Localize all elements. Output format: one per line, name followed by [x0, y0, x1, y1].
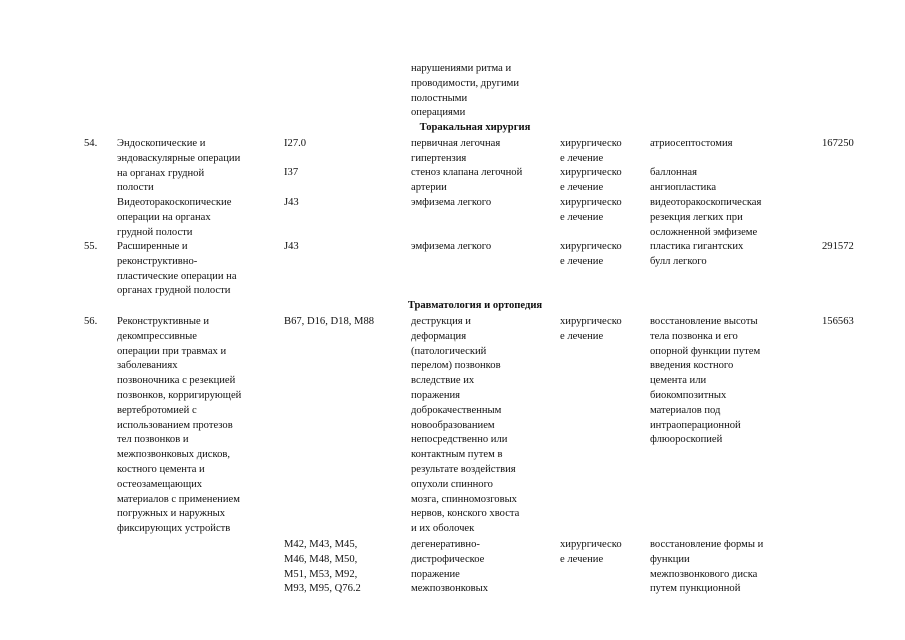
text-line: хирургическо: [560, 138, 622, 149]
text-line: новообразованием: [411, 419, 495, 431]
row-56-method-0: [650, 315, 760, 448]
text-line: хирургическо: [560, 539, 622, 550]
text-line: эмфизема легкого: [411, 241, 492, 252]
text-line: I37: [284, 167, 299, 178]
text-line: первичная легочная: [411, 138, 501, 149]
text-line: использованием протезов: [117, 419, 233, 431]
text-line: Эндоскопические и: [117, 138, 206, 149]
text-line: M51, M53, M92,: [284, 568, 358, 580]
text-line: цемента или: [650, 375, 707, 387]
section-heading-trauma: Травматология и ортопедия: [407, 300, 543, 311]
text-line: позвонков, корригирующей: [117, 389, 242, 401]
text-line: осложненной эмфиземе: [650, 226, 758, 238]
text-line: артерии: [411, 181, 447, 193]
text-line: деформация: [411, 330, 467, 342]
text-line: (патологический: [411, 345, 487, 357]
text-line: M93, M95, Q76.2: [284, 583, 361, 595]
row-55-name: [117, 240, 237, 299]
row-56-treatment-0: [560, 315, 622, 345]
text-line: доброкачественным: [411, 404, 502, 416]
text-line: органах грудной полости: [117, 285, 231, 297]
section-heading-thoracic: Торакальная хирургия: [419, 122, 531, 133]
text-line: остеозамещающих: [117, 478, 203, 490]
text-line: полостными: [411, 92, 468, 104]
text-line: реконструктивно-: [117, 255, 198, 267]
text-line: е лечение: [560, 255, 604, 267]
text-line: эмфизема легкого: [411, 197, 492, 208]
text-line: е лечение: [560, 181, 604, 193]
text-line: межпозвонковых: [411, 583, 489, 595]
text-line: е лечение: [560, 152, 604, 164]
row-54-name-a: [117, 137, 240, 196]
text-line: хирургическо: [560, 197, 622, 208]
row-56-disease-0: [411, 315, 519, 537]
text-line: хирургическо: [560, 316, 622, 327]
text-line: хирургическо: [560, 167, 622, 178]
text-line: и их оболочек: [411, 523, 475, 535]
text-line: баллонная: [650, 167, 697, 178]
text-line: восстановление высоты: [650, 316, 758, 327]
row-54-code-1: [284, 166, 298, 181]
text-line: межпозвонкового диска: [650, 568, 758, 580]
text-line: костного цемента и: [117, 463, 205, 475]
text-line: деструкция и: [411, 316, 471, 327]
text-line: эндоваскулярные операции: [117, 152, 241, 164]
text-line: заболеваниях: [117, 360, 178, 372]
row-56-code-1: [284, 538, 361, 597]
text-line: Реконструктивные и: [117, 316, 210, 327]
row-55-price: 291572: [822, 241, 854, 252]
row-56-disease-1: [411, 538, 488, 597]
text-line: восстановление формы и: [650, 539, 764, 550]
text-line: Видеоторакоскопические: [117, 197, 232, 208]
text-line: M46, M48, M50,: [284, 553, 358, 565]
row-54-method-2: [650, 196, 761, 240]
text-line: J43: [284, 241, 299, 252]
text-line: операциями: [411, 107, 466, 119]
text-line: Расширенные и: [117, 241, 188, 252]
row-55-method: [650, 240, 743, 270]
row-56-treatment-1: [560, 538, 622, 568]
row-55-code: [284, 240, 299, 255]
text-line: флюороскопией: [650, 434, 723, 446]
text-line: фиксирующих устройств: [117, 523, 231, 535]
row-54-disease-2: [411, 196, 491, 211]
text-line: вследствие их: [411, 375, 475, 387]
row-56-method-1: [650, 538, 763, 597]
text-line: B67, D16, D18, M88: [284, 316, 375, 327]
text-line: путем пункционной: [650, 583, 741, 595]
text-line: введения костного: [650, 360, 734, 372]
text-line: функции: [650, 553, 690, 565]
row-54-treatment-1: [560, 166, 622, 196]
row-54-price: 167250: [822, 138, 854, 149]
row-56-name: [117, 315, 241, 537]
row-54-treatment-2: [560, 196, 622, 226]
text-line: е лечение: [560, 330, 604, 342]
text-line: перелом) позвонков: [411, 360, 501, 372]
row-54-method-1: [650, 166, 716, 196]
text-line: ангиопластика: [650, 181, 717, 193]
text-line: дегенеративно-: [411, 539, 480, 550]
text-line: на органах грудной: [117, 167, 205, 179]
text-line: опухоли спинного: [411, 478, 493, 490]
row-54-name-b: [117, 196, 231, 240]
text-line: поражение: [411, 568, 460, 580]
text-line: проводимости, другими: [411, 77, 520, 89]
row-56-code-0: [284, 315, 374, 330]
text-line: вертебротомией с: [117, 404, 197, 416]
text-line: нарушениями ритма и: [411, 63, 512, 74]
text-line: результате воздействия: [411, 463, 516, 475]
text-line: полости: [117, 182, 154, 194]
text-line: видеоторакоскопическая: [650, 197, 762, 208]
text-line: атриосептостомия: [650, 138, 733, 149]
text-line: дистрофическое: [411, 553, 485, 565]
text-line: поражения: [411, 389, 461, 401]
text-line: нервов, конского хвоста: [411, 508, 520, 520]
row-54-disease-0: [411, 137, 500, 167]
text-line: операции на органах: [117, 211, 211, 223]
text-line: материалов с применением: [117, 493, 240, 505]
text-line: декомпрессивные: [117, 330, 197, 342]
text-line: грудной полости: [117, 226, 193, 238]
text-line: I27.0: [284, 138, 307, 149]
text-line: стеноз клапана легочной: [411, 167, 523, 178]
text-line: биокомпозитных: [650, 389, 727, 401]
text-line: гипертензия: [411, 152, 467, 164]
text-line: непосредственно или: [411, 434, 508, 446]
carryover-disease: [411, 62, 519, 121]
row-number-55: 55.: [84, 241, 98, 252]
text-line: пластические операции на: [117, 270, 237, 282]
text-line: J43: [284, 197, 299, 208]
row-54-disease-1: [411, 166, 522, 196]
text-line: е лечение: [560, 211, 604, 223]
row-54-method-0: [650, 137, 733, 152]
text-line: булл легкого: [650, 255, 707, 267]
text-line: M42, M43, M45,: [284, 539, 358, 550]
row-54-code-2: [284, 196, 299, 211]
text-line: материалов под: [650, 404, 721, 416]
row-54-code-0: [284, 137, 306, 152]
row-54-treatment-0: [560, 137, 622, 167]
row-55-treatment: [560, 240, 622, 270]
text-line: тела позвонка и его: [650, 330, 738, 342]
row-number-54: 54.: [84, 138, 98, 149]
text-line: погружных и наружных: [117, 508, 226, 520]
row-56-price: 156563: [822, 316, 854, 327]
text-line: опорной функции путем: [650, 345, 761, 357]
text-line: позвоночника с резекцией: [117, 375, 236, 387]
text-line: операции при травмах и: [117, 345, 227, 357]
text-line: хирургическо: [560, 241, 622, 252]
row-55-disease: [411, 240, 491, 255]
text-line: тел позвонков и: [117, 434, 189, 446]
text-line: контактным путем в: [411, 449, 503, 461]
text-line: межпозвонковых дисков,: [117, 449, 231, 461]
text-line: интраоперационной: [650, 419, 741, 431]
text-line: пластика гигантских: [650, 241, 744, 252]
row-number-56: 56.: [84, 316, 98, 327]
text-line: е лечение: [560, 553, 604, 565]
text-line: мозга, спинномозговых: [411, 493, 517, 505]
text-line: резекция легких при: [650, 211, 743, 223]
